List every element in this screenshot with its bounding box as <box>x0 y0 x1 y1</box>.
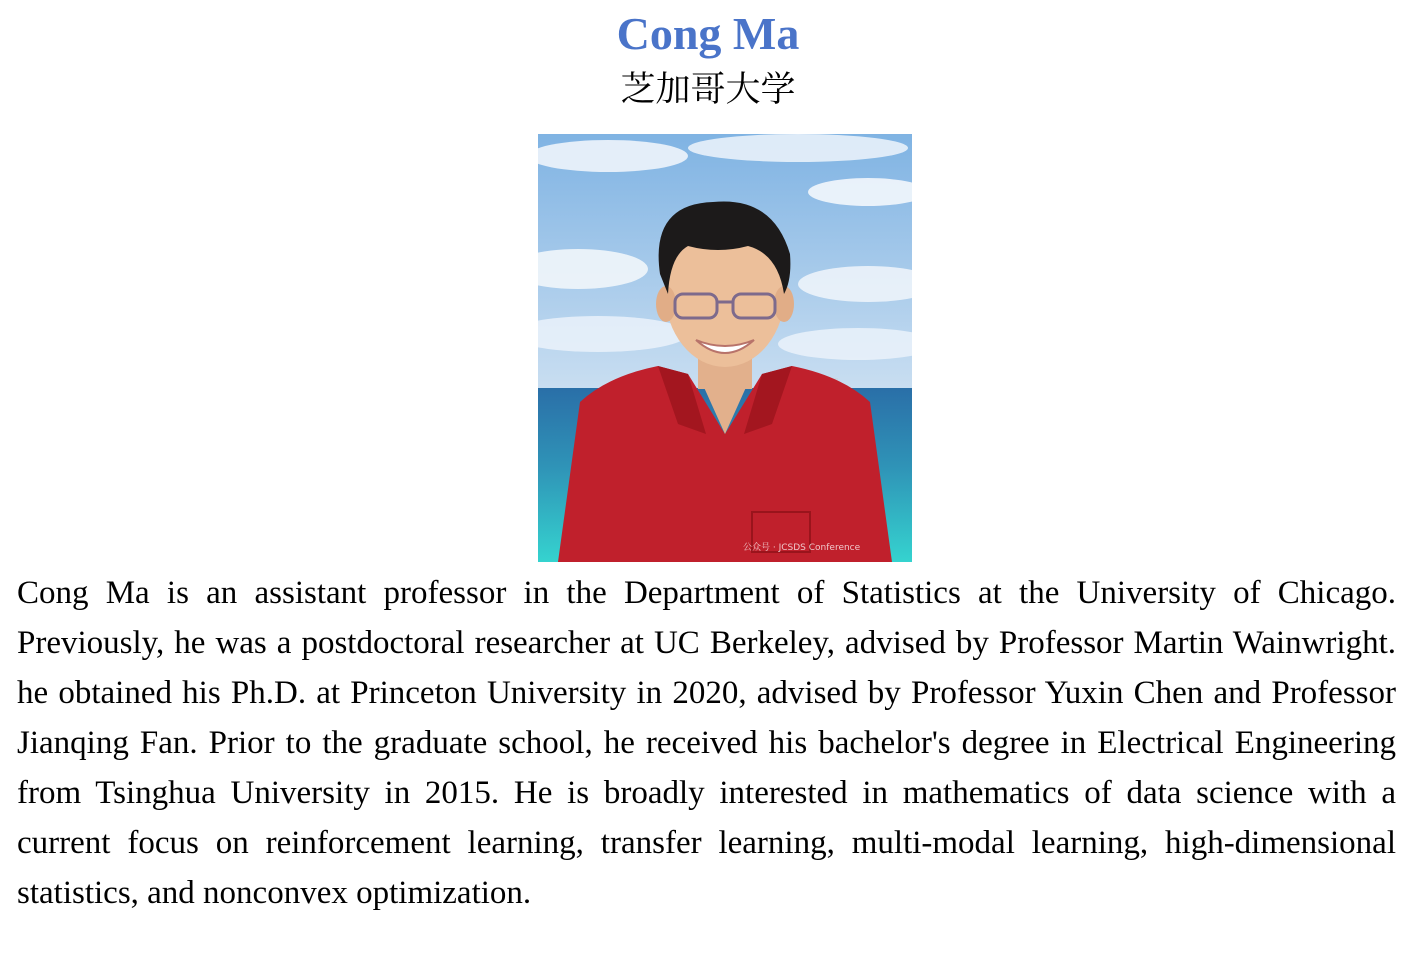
speaker-name: Cong Ma <box>616 8 800 59</box>
speaker-bio: Cong Ma is an assistant professor in the Department of Statistics at the University of Chicago. Previously, he was a postdoctoral researcher at UC Berkeley, advised by Professor Martin Wainwright. he obtained his Ph.D. at Princeton University in 2020, advised by Professor Yuxin Chen and Professor Jianqing Fan. Prior to the graduate school, he received his bachelor's degree in Electrical Engineering from Tsinghua University in 2015. He is broadly interested in mathematics of data science with a current focus on reinforcement learning, transfer learning, multi-modal learning, high-dimensional statistics, and nonconvex optimization. <box>17 575 1396 911</box>
portrait-illustration <box>538 134 912 562</box>
cloud <box>688 134 908 162</box>
ear-left <box>656 286 676 322</box>
speaker-photo <box>538 134 912 562</box>
photo-watermark: 公众号 · JCSDS Conference <box>743 543 861 553</box>
speaker-affiliation: 芝加哥大学 <box>620 70 796 110</box>
